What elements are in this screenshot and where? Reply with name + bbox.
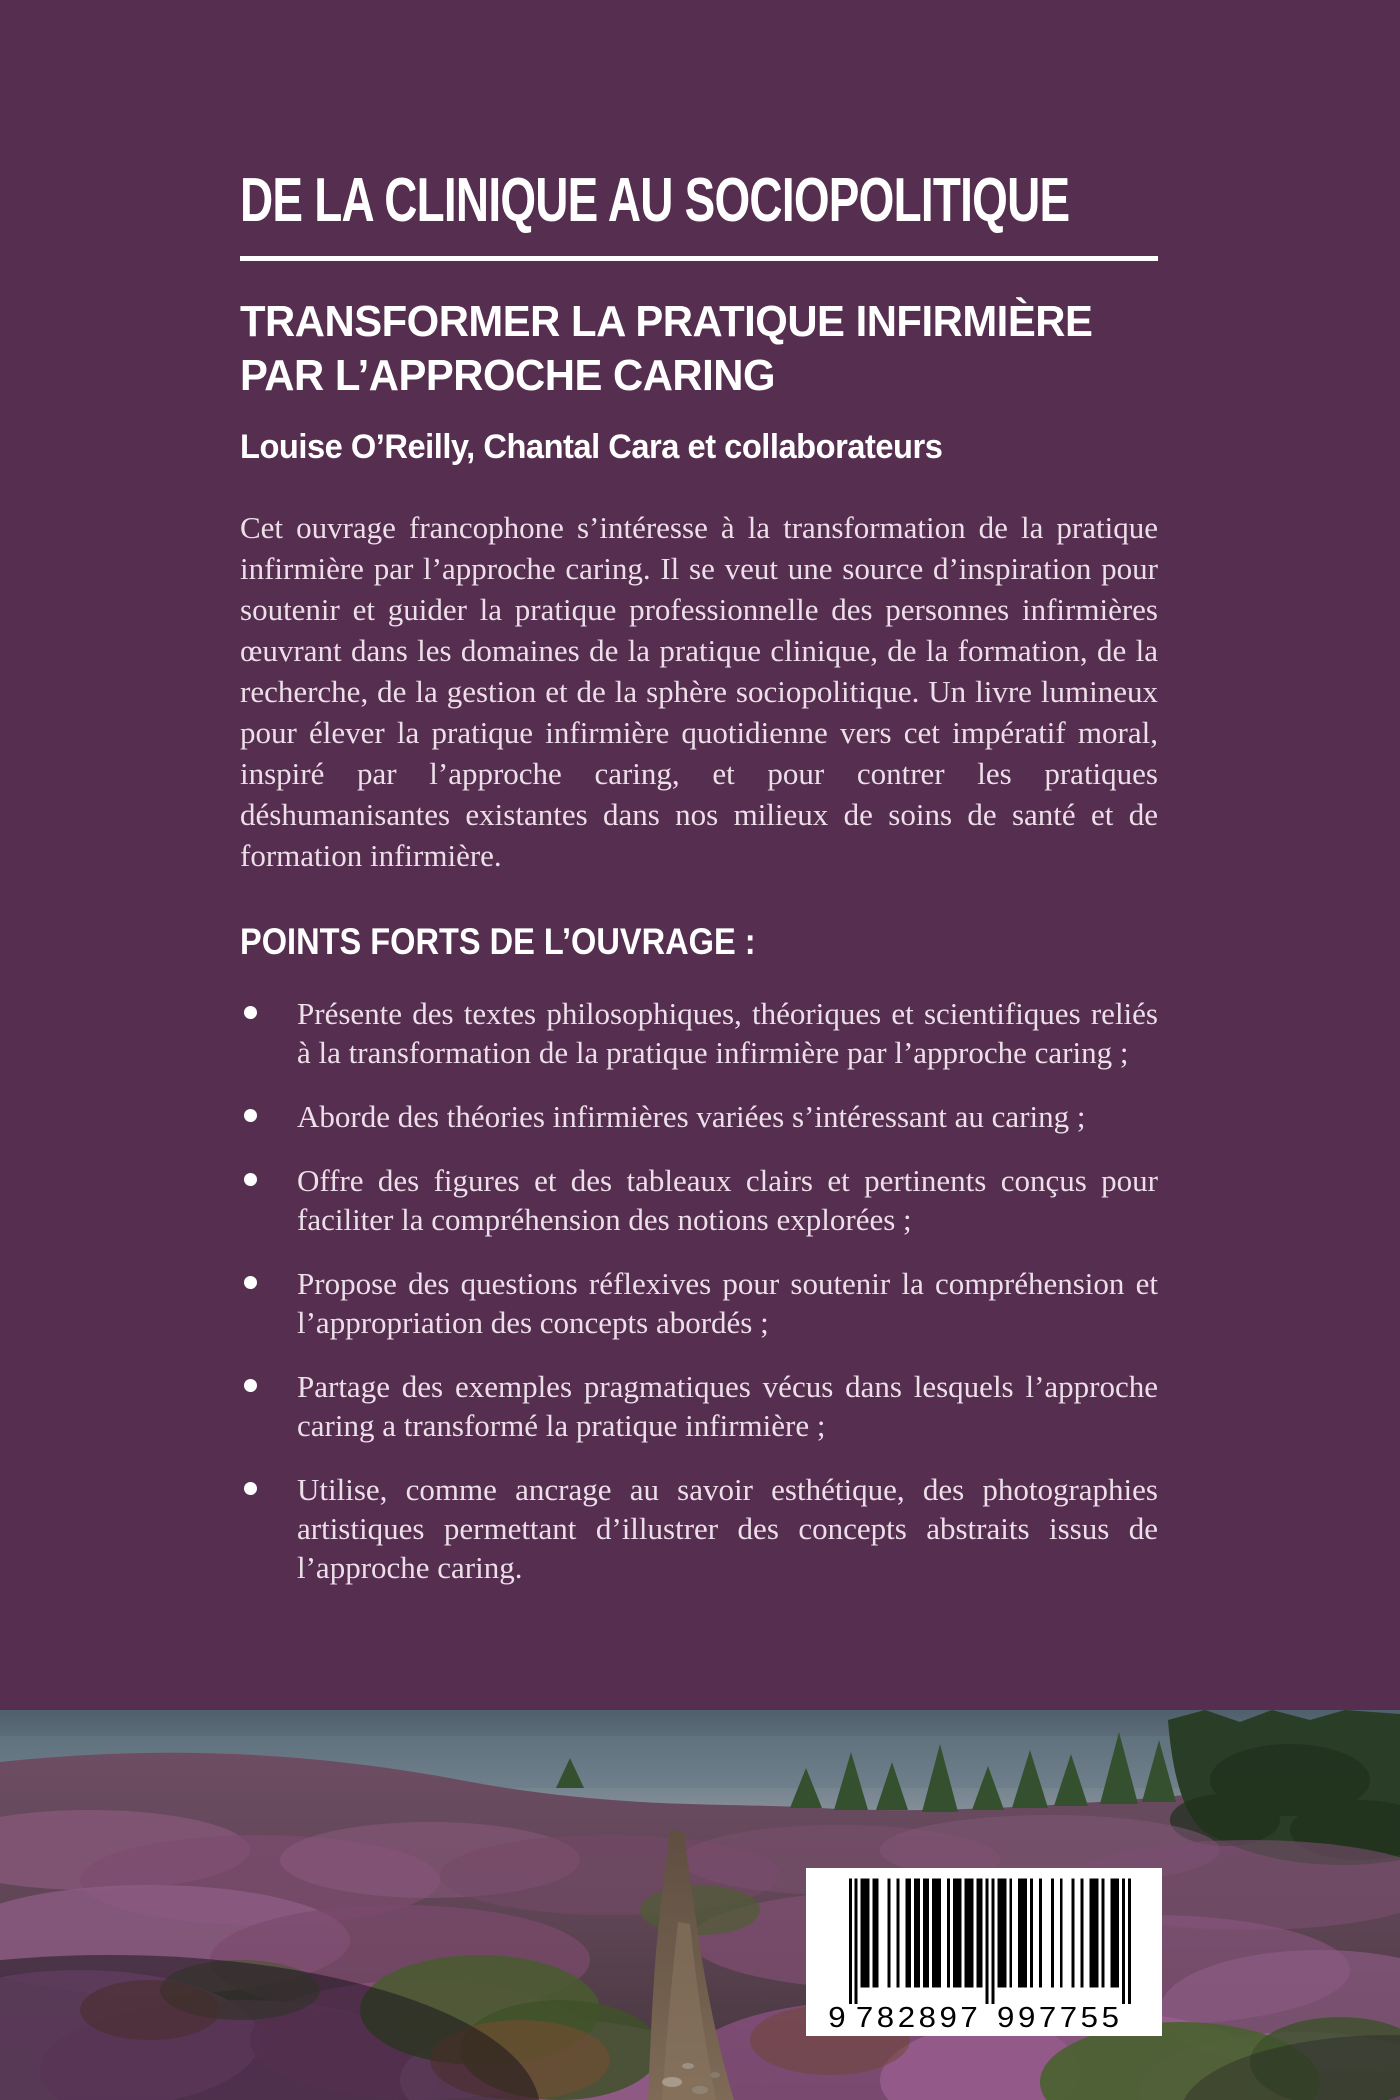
title-divider: [240, 256, 1158, 261]
bullet-dot: [244, 1006, 257, 1019]
barcode-bars: [849, 1878, 1131, 2003]
barcode: [806, 1868, 1162, 2036]
list-item-text: Offre des figures et des tableaux clairs et pertinents conçus pour faciliter la compréhension des notions explorées ;: [297, 1163, 1158, 1237]
barcode-digit-group: 997755: [997, 2002, 1123, 2031]
highlights-list: [240, 994, 1158, 1587]
highlights-heading: POINTS FORTS DE L’OUVRAGE :: [240, 921, 756, 962]
description-paragraph: Cet ouvrage francophone s’intéresse à la transformation de la pratique infirmière par l’approche caring. Il se veut une source d’inspiration pour soutenir et guider la pratique professionnelle des personnes infirmières œuvrant dans les domaines de la pratique clinique, de la formation, de la recherche, de la gestion et de la sphère sociopolitique. Un livre lumineux pour élever la pratique infirmière quotidienne vers cet impératif moral, inspiré par l’approche caring, et pour contrer les pratiques déshumanisantes existantes dans nos milieux de soins de santé et de formation infirmière.: [240, 510, 1158, 873]
list-item: [240, 1264, 1158, 1342]
bullet-dot: [244, 1379, 257, 1392]
list-item: [240, 994, 1158, 1072]
list-item: [240, 1097, 1158, 1136]
bullet-dot: [244, 1173, 257, 1186]
subtitle: [240, 295, 1158, 403]
list-item: [240, 1470, 1158, 1587]
list-item: [240, 1161, 1158, 1239]
barcode-digit-group: 782897: [855, 2002, 982, 2031]
list-item-text: Partage des exemples pragmatiques vécus dans lesquels l’approche caring a transformé la pratique infirmière ;: [297, 1369, 1158, 1443]
subtitle-line-1: TRANSFORMER LA PRATIQUE INFIRMIÈRE: [240, 297, 1093, 346]
list-item-text: Présente des textes philosophiques, théoriques et scientifiques reliés à la transformation de la pratique infirmière par l’approche caring ;: [297, 996, 1158, 1070]
list-item-text: Propose des questions réflexives pour soutenir la compréhension et l’appropriation des concepts abordés ;: [297, 1266, 1158, 1340]
list-item: [240, 1367, 1158, 1445]
bullet-dot: [244, 1482, 257, 1495]
cover-photo: [0, 1710, 1400, 2100]
cover-text-block: [240, 166, 1158, 1612]
subtitle-line-2: PAR L’APPROCHE CARING: [240, 351, 776, 400]
page-title: DE LA CLINIQUE AU SOCIOPOLITIQUE: [240, 166, 1070, 235]
barcode-digit-group: 9: [828, 2002, 846, 2031]
authors-line: Louise O’Reilly, Chantal Cara et collaborateurs: [240, 428, 943, 466]
bullet-dot: [244, 1276, 257, 1289]
list-item-text: Utilise, comme ancrage au savoir esthétique, des photographies artistiques permettant d’illustrer des concepts abstraits issus de l’approche caring.: [297, 1472, 1158, 1585]
bullet-dot: [244, 1109, 257, 1122]
list-item-text: Aborde des théories infirmières variées s’intéressant au caring ;: [297, 1099, 1086, 1134]
